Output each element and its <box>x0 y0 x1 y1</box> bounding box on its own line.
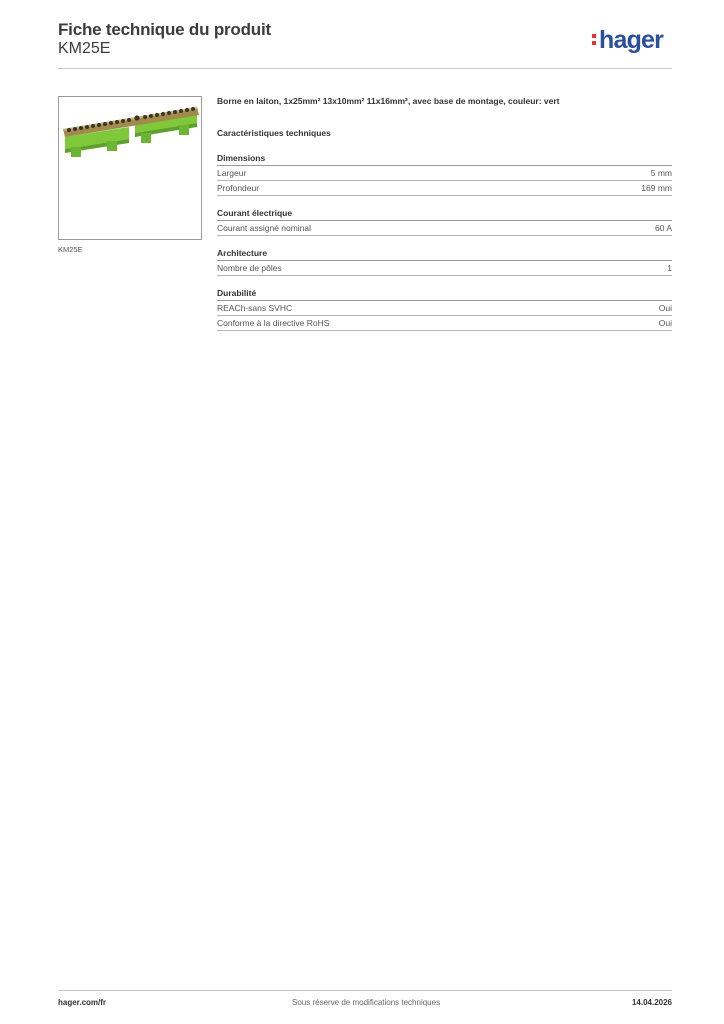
table-row <box>217 166 672 181</box>
product-code: KM25E <box>58 40 111 57</box>
row-label: Courant assigné nominal <box>217 223 312 233</box>
logo-text: hager <box>599 26 664 54</box>
footer-disclaimer: Sous réserve de modifications techniques <box>292 998 441 1007</box>
row-value: Oui <box>658 303 672 313</box>
row-label: Profondeur <box>217 183 260 193</box>
row-label: Conforme à la directive RoHS <box>217 318 330 328</box>
row-value: 5 mm <box>650 168 672 178</box>
section-durability <box>217 288 672 331</box>
footer-divider <box>58 990 672 991</box>
product-image <box>58 96 202 240</box>
table-row <box>217 221 672 236</box>
product-details <box>217 96 672 331</box>
section-title: Courant électrique <box>217 208 672 221</box>
row-label: Nombre de pôles <box>217 263 282 273</box>
header-divider <box>58 68 672 69</box>
logo-dots-icon <box>592 32 597 47</box>
section-dimensions <box>217 153 672 196</box>
page-title: Fiche technique du produit <box>58 20 271 39</box>
row-value: 169 mm <box>641 183 672 193</box>
table-row <box>217 261 672 276</box>
section-title: Dimensions <box>217 153 672 166</box>
table-row <box>217 316 672 331</box>
row-value: 60 A <box>654 223 672 233</box>
row-label: REACh-sans SVHC <box>217 303 293 313</box>
section-electrical <box>217 208 672 236</box>
table-row <box>217 181 672 196</box>
section-title: Architecture <box>217 248 672 261</box>
section-architecture <box>217 248 672 276</box>
row-value: 1 <box>667 263 672 273</box>
product-description: Borne en laiton, 1x25mm² 13x10mm² 11x16mm², avec base de montage, couleur: vert <box>217 96 560 106</box>
terminal-block-icon <box>59 97 201 239</box>
characteristics-title: Caractéristiques techniques <box>217 128 331 138</box>
hager-logo <box>592 28 663 53</box>
footer-date: 14.04.2026 <box>631 998 672 1007</box>
row-label: Largeur <box>217 168 247 178</box>
footer-website-link[interactable]: hager.com/fr <box>58 998 107 1007</box>
image-caption: KM25E <box>58 245 83 254</box>
section-title: Durabilité <box>217 288 672 301</box>
row-value: Oui <box>658 318 672 328</box>
table-row <box>217 301 672 316</box>
